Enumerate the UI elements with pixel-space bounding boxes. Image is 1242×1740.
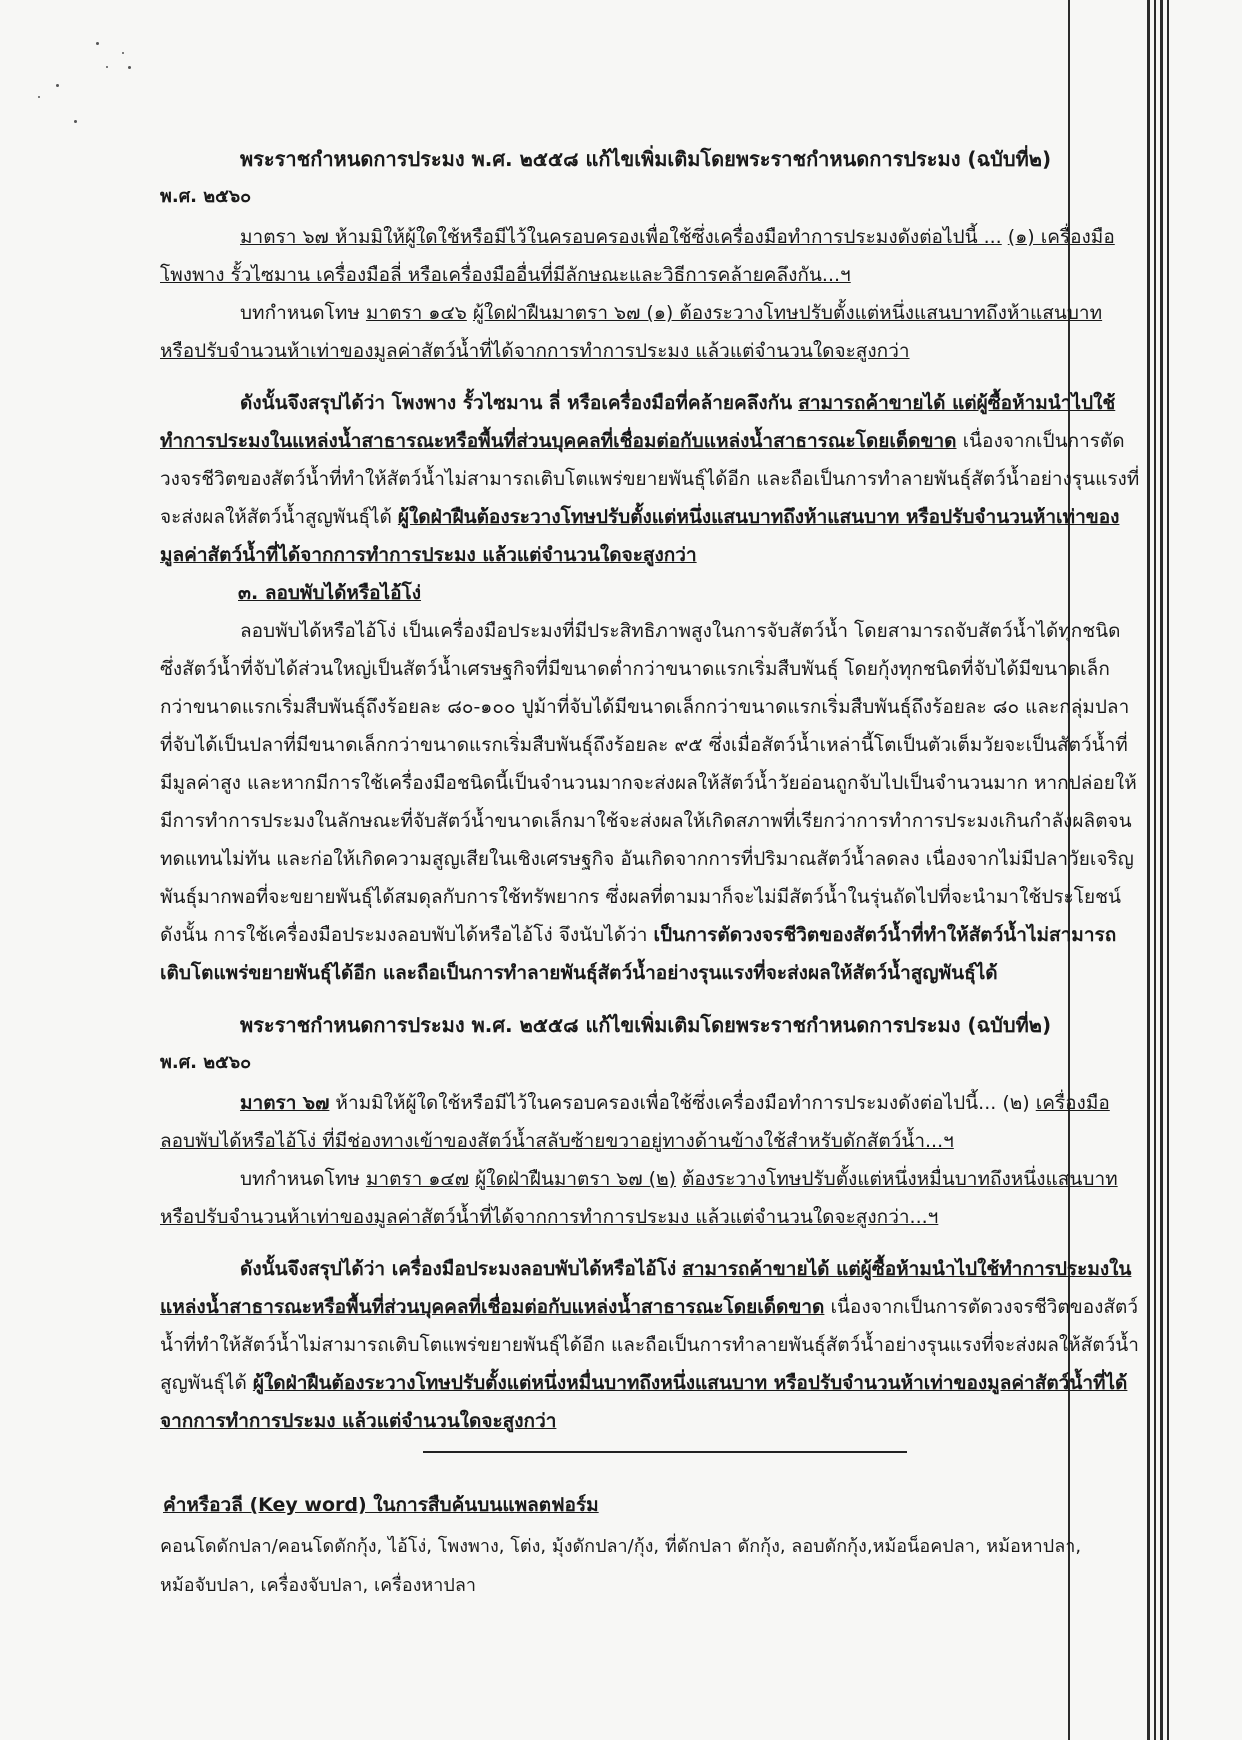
section-3-body: ลอบพับได้หรือไอ้โง่ เป็นเครื่องมือประมงที่มีประสิทธิภาพสูงในการจับสัตว์น้ำ โดยสามารถจับสัตว์น้ำได้ทุกชนิด ซึ่งสัตว์น้ำที่จับได้ส่วนใหญ่เป็นสัตว์น้ำเศรษฐกิจที่มีขนาดต่ำกว่าขนาดแรกเริ่มสืบพันธุ์ โดยกุ้งทุกชนิดที่จับได้มีขนาดเล็กกว่าขนาดแรกเริ่มสืบพันธุ์ถึงร้อยละ ๘๐-๑๐๐ ปูม้าที่จับได้มีขนาดเล็กกว่าขนาดแรกเริ่มสืบพันธุ์ถึงร้อยละ ๘๐ และกลุ่มปลาที่จับได้เป็นปลาที่มีขนาดเล็กกว่าขนาดแรกเริ่มสืบพันธุ์ถึงร้อยละ ๙๕ ซึ่งเมื่อสัตว์น้ำเหล่านี้โตเป็นตัวเต็มวัยจะเป็นสัตว์น้ำที่มีมูลค่าสูง และหากมีการใช้เครื่องมือชนิดนี้เป็นจำนวนมากจะส่งผลให้สัตว์น้ำวัยอ่อนถูกจับไปเป็นจำนวนมาก หากปล่อยให้มีการทำการประมงในลักษณะที่จับสัตว์น้ำขนาดเล็กมาใช้จะส่งผลให้เกิดสภาพที่เรียกว่าการทำการประมงเกินกำลังผลิตจนทดแทนไม่ทัน และก่อให้เกิดความสูญเสียในเชิงเศรษฐกิจ อันเกิดจากการที่ปริมาณสัตว์น้ำลดลง เนื่องจากไม่มีปลาวัยเจริญพันธุ์มากพอที่จะขยายพันธุ์ได้สมดุลกับการใช้ทรัพยากร ซึ่งผลที่ตามมาก็จะไม่มีสัตว์น้ำในรุ่นถัดไปที่จะนำมาใช้ประโยชน์ ดังนั้น การใช้เครื่องมือประมงลอบพับได้หรือไอ้โง่ จึงนับได้ว่า [160,620,1137,946]
section-divider [423,1451,907,1453]
conclusion-lead: ดังนั้นจึงสรุปได้ว่า โพงพาง รั้วไซมาน ลี่ หรือเครื่องมือที่คล้ายคลึงกัน [240,392,793,414]
scan-speck [106,66,108,68]
scan-speck [96,42,99,45]
keyword-list: คอนโดดักปลา/คอนโดดักกุ้ง, ไอ้โง่, โพงพาง, โต่ง, มุ้งดักปลา/กุ้ง, ที่ดักปลา ดักกุ้ง, ลอบดักกุ้ง,หม้อน็อคปลา, หม้อหาปลา, หม้อจับปลา, เครื่องจับปลา, เครื่องหาปลา [160,1536,1082,1596]
conclusion-penalty: ผู้ใดฝ่าฝืนต้องระวางโทษปรับตั้งแต่หนึ่งหมื่นบาทถึงหนึ่งแสนบาท หรือปรับจำนวนห้าเท่าของมูลค่าสัตว์น้ำที่ได้จากการทำการประมง แล้วแต่จำนวนใดจะสูงกว่า [160,1372,1128,1432]
margin-line [1147,0,1150,1740]
article-67b-paragraph [160,1084,1140,1160]
margin-line [1154,0,1156,1740]
article-67-item-1: (๑) เครื่องมือโพงพาง รั้วไซมาน เครื่องมือลี่ หรือเครื่องมืออื่นที่มีลักษณะและวิธีการคล้ายคลึงกัน...ฯ [160,226,1115,286]
penalty-paragraph-1 [160,294,1140,370]
conclusion-paragraph-1 [160,384,1140,574]
keyword-title: คำหรือวลี (Key word) ในการสืบค้นบนแพลตฟอร์ม [163,1494,599,1516]
law-year: พ.ศ. ๒๕๖๐ [160,1052,252,1073]
article-label: มาตรา ๖๗ [240,1092,330,1114]
section-3-bold-end: เป็นการตัดวงจรชีวิตของสัตว์น้ำที่ทำให้สัตว์น้ำไม่สามารถเติบโตแพร่ขยายพันธุ์ได้อีก และถือเป็นการทำลายพันธุ์สัตว์น้ำอย่างรุนแรงที่จะส่งผลให้สัตว์น้ำสูญพันธุ์ได้ [160,924,1117,984]
penalty-article: มาตรา ๑๔๖ [365,302,467,324]
conclusion-lead: ดังนั้นจึงสรุปได้ว่า เครื่องมือประมงลอบพับได้หรือไอ้โง่ [240,1258,677,1280]
conclusion-body: เนื่องจากเป็นการตัดวงจรชีวิตของสัตว์น้ำที่ทำให้สัตว์น้ำไม่สามารถเติบโตแพร่ขยายพันธุ์ได้อีก และถือเป็นการทำลายพันธุ์สัตว์น้ำอย่างรุนแรงที่จะส่งผลให้สัตว์น้ำสูญพันธุ์ได้ [160,1296,1139,1394]
penalty-text: ผู้ใดฝ่าฝืนมาตรา ๖๗ (๑) ต้องระวางโทษปรับตั้งแต่หนึ่งแสนบาทถึงห้าแสนบาท หรือปรับจำนวนห้าเท่าของมูลค่าสัตว์น้ำที่ได้จากการทำการประมง แล้วแต่จำนวนใดจะสูงกว่า [160,302,1103,362]
penalty-violation: ผู้ใดฝ่าฝืนมาตรา ๖๗ (๒) [475,1168,677,1190]
conclusion-penalty: ผู้ใดฝ่าฝืนต้องระวางโทษปรับตั้งแต่หนึ่งแสนบาทถึงห้าแสนบาท หรือปรับจำนวนห้าเท่าของมูลค่าสัตว์น้ำที่ได้จากการทำการประมง แล้วแต่จำนวนใดจะสูงกว่า [160,506,1120,566]
scan-speck [56,84,59,87]
scan-speck [128,66,131,69]
section-3-paragraph [160,612,1140,992]
penalty-label: บทกำหนดโทษ [240,302,360,324]
scan-speck [122,52,124,54]
conclusion-paragraph-2 [160,1250,1140,1440]
section-3-heading-text: ๓. ลอบพับได้หรือไอ้โง่ [238,582,422,604]
article-text: ห้ามมิให้ผู้ใดใช้หรือมีไว้ในครอบครองเพื่อใช้ซึ่งเครื่องมือทำการประมงดังต่อไปนี้... [335,1092,997,1114]
law-title: พระราชกำหนดการประมง พ.ศ. ๒๕๕๘ แก้ไขเพิ่มเติมโดยพระราชกำหนดการประมง (ฉบับที่๒) [240,147,1052,171]
law-year: พ.ศ. ๒๕๖๐ [160,186,252,207]
scan-speck [74,120,77,123]
margin-line [1160,0,1163,1740]
penalty-text: ต้องระวางโทษปรับตั้งแต่หนึ่งหมื่นบาทถึงหนึ่งแสนบาท หรือปรับจำนวนห้าเท่าของมูลค่าสัตว์น้ำที่ได้จากการทำการประมง แล้วแต่จำนวนใดจะสูงกว่า...ฯ [160,1168,1118,1228]
document-body [160,140,1140,1440]
scan-speck [38,96,40,98]
article-item-number: (๒) [1002,1092,1030,1114]
conclusion-body: เนื่องจากเป็นการตัดวงจรชีวิตของสัตว์น้ำที่ทำให้สัตว์น้ำไม่สามารถเติบโตแพร่ขยายพันธุ์ได้อีก และถือเป็นการทำลายพันธุ์สัตว์น้ำอย่างรุนแรงที่จะส่งผลให้สัตว์น้ำสูญพันธุ์ได้ [160,430,1140,528]
article-67-paragraph [160,218,1140,294]
penalty-article: มาตรา ๑๔๗ [365,1168,470,1190]
section-3-heading [160,574,1140,612]
law-title: พระราชกำหนดการประมง พ.ศ. ๒๕๕๘ แก้ไขเพิ่มเติมโดยพระราชกำหนดการประมง (ฉบับที่๒) [240,1013,1052,1037]
conclusion-underlined: สามารถค้าขายได้ แต่ผู้ซื้อห้ามนำไปใช้ทำการประมงในแหล่งน้ำสาธารณะหรือพื้นที่ส่วนบุคคลที่เชื่อมต่อกับแหล่งน้ำสาธารณะโดยเด็ดขาด [160,392,1116,452]
margin-line [1167,0,1169,1740]
penalty-paragraph-2 [160,1160,1140,1236]
penalty-label: บทกำหนดโทษ [240,1168,360,1190]
article-67-intro: มาตรา ๖๗ ห้ามมิให้ผู้ใดใช้หรือมีไว้ในครอบครองเพื่อใช้ซึ่งเครื่องมือทำการประมงดังต่อไปนี้ ... [240,226,1002,248]
article-item-text: เครื่องมือลอบพับได้หรือไอ้โง่ ที่มีช่องทางเข้าของสัตว์น้ำสลับซ้ายขวาอยู่ทางด้านข้างใช้สำหรับดักสัตว์น้ำ...ฯ [160,1092,1110,1152]
conclusion-underlined: สามารถค้าขายได้ แต่ผู้ซื้อห้ามนำไปใช้ทำการประมงในแหล่งน้ำสาธารณะหรือพื้นที่ส่วนบุคคลที่เชื่อมต่อกับแหล่งน้ำสาธารณะโดยเด็ดขาด [160,1258,1132,1318]
